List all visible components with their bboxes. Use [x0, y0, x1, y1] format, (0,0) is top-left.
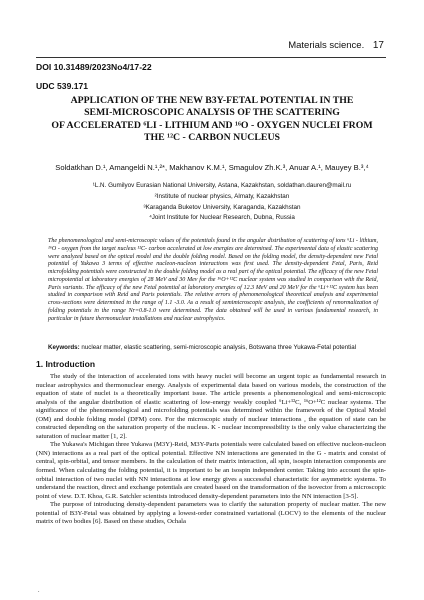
paragraph: The purpose of introducing density-dependent parameters was to clarify the saturation property of nuclear matter. The new potential of B3Y-Fetal was obtained by applying a lowest-order constrained variational (LOCV) to the elements of the nuclear matrix of two bodies [6]. Based on these studies, Ochala — [36, 501, 386, 526]
section-heading: 1. Introduction — [36, 359, 96, 369]
title-line: APPLICATION OF THE NEW B3Y-FETAL POTENTIAL IN THE — [70, 95, 354, 106]
abstract: The phenomenological and semi-microscopic values of the potentials found in the angular distribution of scattering of ions ⁶Li - lithium, ¹⁶O - oxygen from the target nucleus ¹²C- carbon accelerated at low energies are determined. The experimental data of elastic scattering were analyzed based on the optical model and the double folding model. Based on the folding model, the density-dependent new Fetal potential of Yukawa 3 terms of effective nucleon-nucleon interactions was first used. The density-dependent Fetal, Paris, Reid microfolding potentials were constructed in the double folding model as a real part of the optical potential. The efficacy of the new Fetal micropotential at laboratory energies of 28 MeV and 30 Mev for the ¹⁶O+¹²C nuclear system was studied in comparison with the Reid, Paris variants. The efficacy of the new Fetal potential at laboratory energies of 12.3 MeV and 20 MeV for the ⁶Li+¹²C system has been studied in comparison with Reid and Paris potentials. The relative errors of phenomenological theoretical analysis and experimental cross-sections were determined in the range of 1.1 -3.0. As a result of semimicroscopic analysis, the coefficients of renormalization of folding potentials in the range Nr=0.8-1.0 were determined. The data obtained will be used in various fundamental research, in particular in future thermonuclear installations and nuclear astrophysics. — [48, 238, 378, 322]
keywords — [48, 344, 378, 352]
journal-section: Materials science. — [288, 40, 365, 51]
paragraph: The study of the interaction of accelerated ions with heavy nuclei will become an urgent topic as fundamental research in nuclear astrophysics and thermonuclear energy. Analysis of experimental data based on various models, the construction of the equation of state of nuclei is a theoretically important issue. The article presents a phenomenological and semi-microscopic analysis of the angular distribution of elastic scattering of low-energy weakly coupled ⁶Li+¹²C, ¹⁶O+¹²C nuclear systems. The significance of the phenomenological and microfolding potentials was determined within the framework of the Optical Model (OM) and double folding model (DFM) core. For the microscopic study of nuclear interactions , the equation of state can be constructed depending on the saturation property of the nucleus. K - nuclear incompressibility is the only value characterizing the saturation of nuclear matter [1, 2]. — [36, 373, 386, 440]
affiliations — [60, 181, 384, 224]
body-text — [36, 373, 386, 527]
header-rule — [36, 57, 386, 58]
udc: UDC 539.171 — [36, 81, 89, 91]
keywords-list: nuclear matter, elastic scattering, semi-microscopic analysis, Botswana three Yukawa-Fetal potential — [81, 344, 357, 351]
doi: DOI 10.31489/2023No4/17-22 — [36, 62, 152, 72]
authors: Soldatkhan D.¹, Amangeldi N.¹,²*, Makhanov K.M.¹, Smagulov Zh.K.³, Anuar A.¹, Mauyey B.³,⁴ — [55, 163, 369, 172]
keywords-label: Keywords: — [48, 344, 80, 351]
paragraph: The Yukawa's Michigan three Yukawa (M3Y)-Reid, M3Y-Paris potentials were calculated based on effective nucleon-nucleon (NN) interactions as a real part of the optical potential. Effective NN interactions are generated in the G - matrix and consist of central, spin-orbital, and tensor members. In the calculation of their matrix interaction, all spin, isospin interaction components are formed. When calculating the folding potential, it is important to be an isospin independent center. Taking into account the spin-orbital interaction of two nuclei with NN interactions at low energy gives a successful characteristic for asymmetric systems. To understand the reaction, direct and exchange potentials are created based on the transformation of the isovector from a microscopic point of view. D.T. Khoa, G.R. Satchler scientists introduced density-dependent parameters into the NN interaction [3-5]. — [36, 441, 386, 500]
page-number: 17 — [372, 40, 384, 51]
affiliation: ⁴Joint Institute for Nuclear Research, Dubna, Russia — [149, 214, 295, 222]
affiliation: ²Institute of nuclear physics, Almaty, Kazakhstan — [154, 192, 290, 200]
affiliation: ³Karaganda Buketov University, Karaganda, Kazakhstan — [143, 203, 301, 211]
title-line: OF ACCELERATED ⁶LI - LITHIUM AND ¹⁶O - OXYGEN NUCLEI FROM — [51, 119, 373, 131]
page-mark: . — [38, 588, 40, 594]
title-line: THE ¹²C - CARBON NUCLEUS — [144, 132, 280, 144]
affiliation: ¹L.N. Gumilyov Eurasian National University, Astana, Kazakhstan, soldathan.dauren@mail.ru — [92, 182, 352, 189]
article-title — [38, 95, 386, 145]
running-head — [288, 40, 384, 51]
title-line: SEMI-MICROSCOPIC ANALYSIS OF THE SCATTERING — [84, 107, 340, 119]
